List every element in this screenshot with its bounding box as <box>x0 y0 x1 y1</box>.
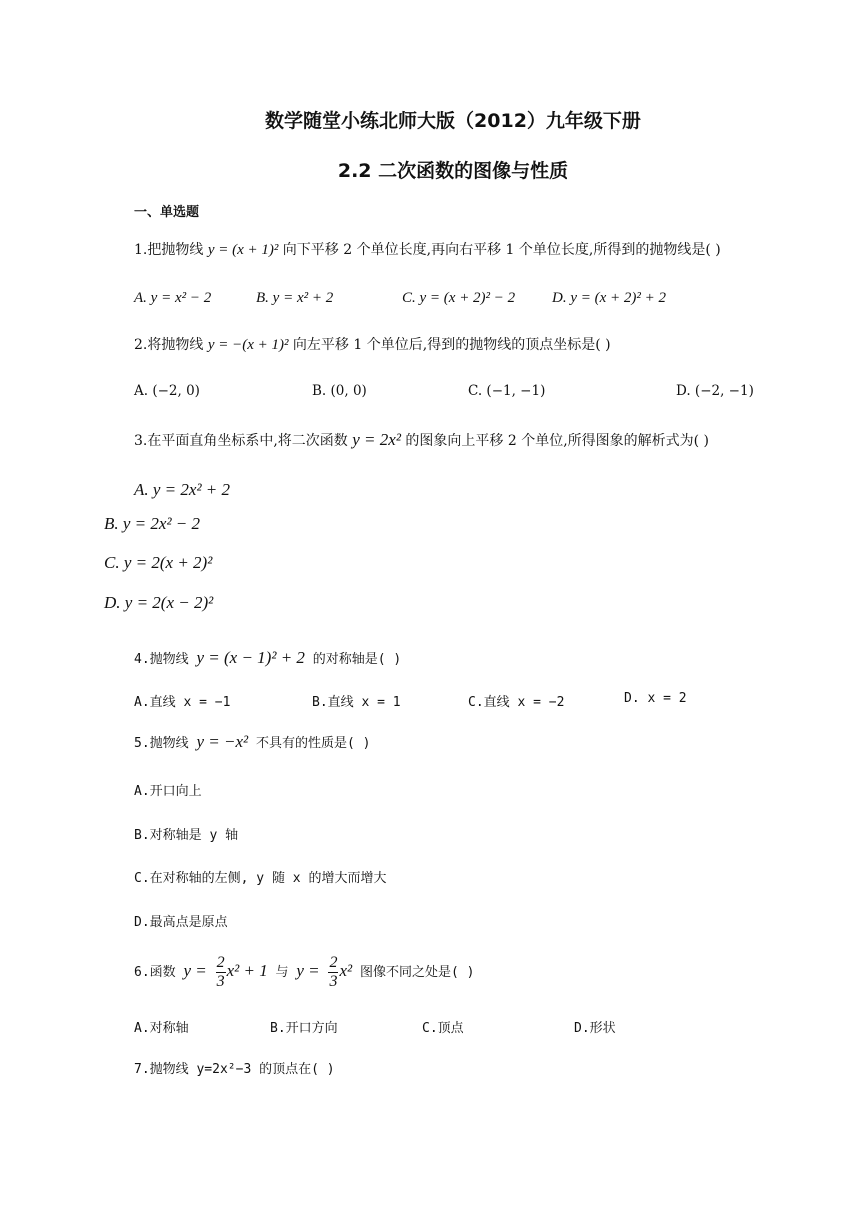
question-4-option-d[interactable]: D. x = 2 <box>624 691 687 706</box>
question-5-stem: 5.抛物线 y = −x² 不具有的性质是( ) <box>134 732 371 751</box>
question-2-option-b[interactable]: B. (0, 0) <box>312 383 367 399</box>
question-3-stem: 3.在平面直角坐标系中,将二次函数 y = 2x² 的图象向上平移 2 个单位,所得图象的解析式为( ) <box>134 430 710 449</box>
question-1-option-c[interactable]: C. y = (x + 2)² − 2 <box>402 290 516 306</box>
question-5-option-d[interactable]: D.最高点是原点 <box>134 915 228 930</box>
question-6-option-a[interactable]: A.对称轴 <box>134 1021 189 1036</box>
question-4-formula: y = (x − 1)² + 2 <box>196 648 305 667</box>
question-4-option-a[interactable]: A.直线 x = −1 <box>134 695 231 710</box>
question-4-stem: 4.抛物线 y = (x − 1)² + 2 的对称轴是( ) <box>134 648 402 667</box>
question-2-option-d[interactable]: D. (−2, −1) <box>676 383 754 399</box>
question-3-option-c[interactable]: C. y = 2(x + 2)² <box>104 553 213 572</box>
question-3-formula: y = 2x² <box>352 430 401 449</box>
question-6-option-d[interactable]: D.形状 <box>574 1021 616 1036</box>
question-6-stem: 6.函数 y = $\frac{2}{3}$ x² + 1 与 y = $\frac{2}{3}$ x² 图像不同之处是( ) <box>134 954 475 990</box>
question-1-formula: y = (x + 1)² <box>207 242 279 258</box>
question-2-option-a[interactable]: A. (−2, 0) <box>134 383 200 399</box>
question-5-formula: y = −x² <box>196 732 249 751</box>
question-2-stem: 2.将抛物线 y = −(x + 1)² 向左平移 1 个单位后,得到的抛物线的顶点坐标是( ) <box>134 337 611 353</box>
question-5-option-c[interactable]: C.在对称轴的左侧, y 随 x 的增大而增大 <box>134 871 387 886</box>
question-1-option-d[interactable]: D. y = (x + 2)² + 2 <box>552 290 667 306</box>
question-5-option-a[interactable]: A.开口向上 <box>134 784 202 799</box>
question-6-fraction-b: $\frac{2}{3}$ <box>329 954 338 990</box>
document-subtitle: 2.2 二次函数的图像与性质 <box>337 160 569 182</box>
section-heading: 一、单选题 <box>134 205 200 220</box>
question-2-formula: y = −(x + 1)² <box>207 337 289 353</box>
question-4-option-b[interactable]: B.直线 x = 1 <box>312 695 401 710</box>
question-5-option-b[interactable]: B.对称轴是 y 轴 <box>134 828 239 843</box>
question-3-option-d[interactable]: D. y = 2(x − 2)² <box>104 593 214 612</box>
question-1-stem: 1.把抛物线 y = (x + 1)² 向下平移 2 个单位长度,再向右平移 1 个单位长度,所得到的抛物线是( ) <box>134 242 721 258</box>
question-3-option-b[interactable]: B. y = 2x² − 2 <box>104 514 201 533</box>
question-6-option-b[interactable]: B.开口方向 <box>270 1021 338 1036</box>
question-6-fraction-a: $\frac{2}{3}$ <box>216 954 225 990</box>
question-1-option-b[interactable]: B. y = x² + 2 <box>256 290 334 306</box>
question-7-stem: 7.抛物线 y=2x²−3 的顶点在( ) <box>134 1062 335 1077</box>
question-1-option-a[interactable]: A. y = x² − 2 <box>134 290 212 306</box>
document-title: 数学随堂小练北师大版（2012）九年级下册 <box>265 110 641 132</box>
question-3-option-a[interactable]: A. y = 2x² + 2 <box>134 480 231 499</box>
question-2-option-c[interactable]: C. (−1, −1) <box>468 383 546 399</box>
question-6-option-c[interactable]: C.顶点 <box>422 1021 464 1036</box>
question-4-option-c[interactable]: C.直线 x = −2 <box>468 695 565 710</box>
